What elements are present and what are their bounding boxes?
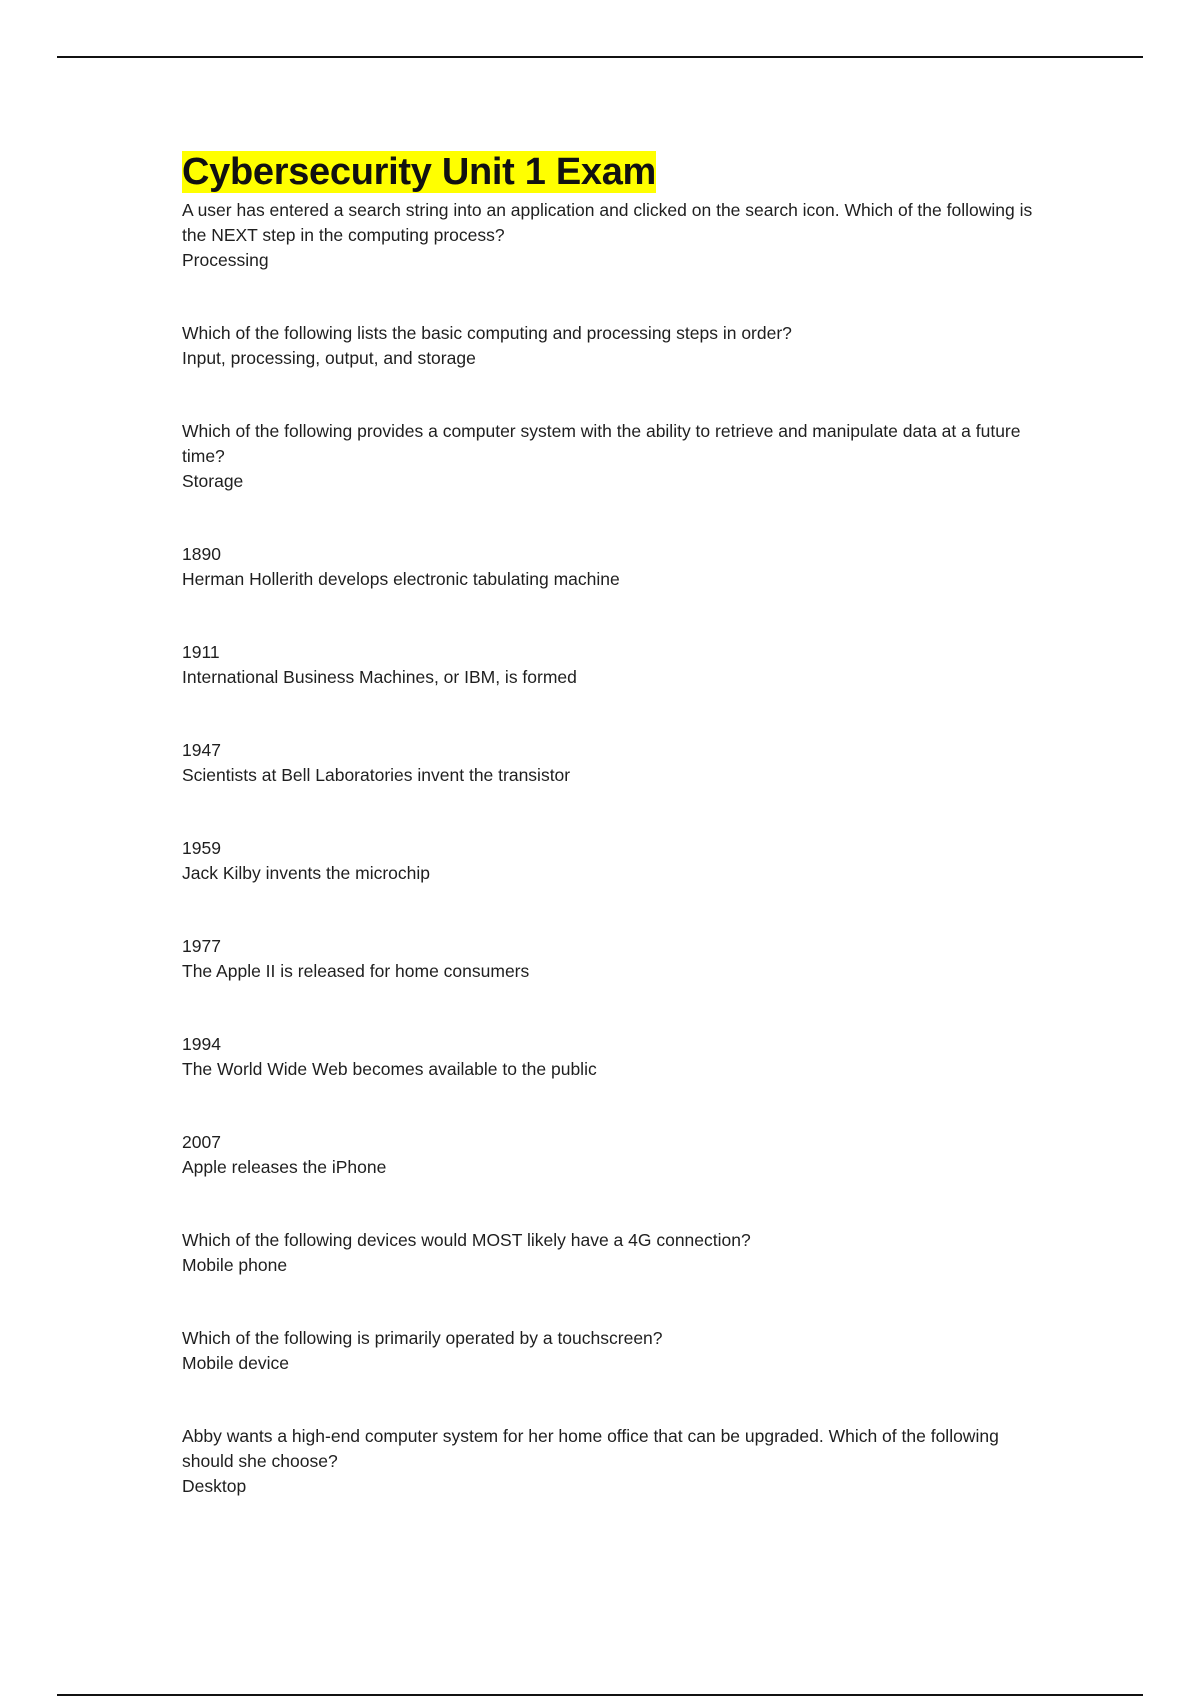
question-text: Which of the following lists the basic computing and processing steps in order? bbox=[182, 323, 792, 343]
event-text: Scientists at Bell Laboratories invent the transistor bbox=[182, 765, 571, 785]
year-text: 1890 bbox=[182, 544, 221, 564]
question-text: A user has entered a search string into an application and clicked on the search icon. Which of the following is the NEXT step in the computing process? bbox=[182, 200, 1033, 245]
answer-text: Mobile device bbox=[182, 1353, 289, 1373]
year-text: 1947 bbox=[182, 740, 221, 760]
qa-item-12 bbox=[182, 1326, 1042, 1376]
qa-item-8 bbox=[182, 934, 1042, 984]
qa-item-6 bbox=[182, 738, 1042, 788]
answer-text: Mobile phone bbox=[182, 1255, 288, 1275]
answer-text: Processing bbox=[182, 250, 269, 270]
event-text: The Apple II is released for home consumers bbox=[182, 961, 530, 981]
event-text: Jack Kilby invents the microchip bbox=[182, 863, 431, 883]
year-text: 1994 bbox=[182, 1034, 221, 1054]
year-text: 1959 bbox=[182, 838, 221, 858]
answer-text: Input, processing, output, and storage bbox=[182, 348, 476, 368]
qa-item-5 bbox=[182, 640, 1042, 690]
top-rule bbox=[57, 56, 1143, 58]
qa-item-11 bbox=[182, 1228, 1042, 1278]
question-text: Abby wants a high-end computer system for her home office that can be upgraded. Which of the following should she choose? bbox=[182, 1426, 999, 1471]
question-text: Which of the following provides a computer system with the ability to retrieve and manipulate data at a future time? bbox=[182, 421, 1021, 466]
question-text: Which of the following devices would MOST likely have a 4G connection? bbox=[182, 1230, 751, 1250]
qa-item-3 bbox=[182, 419, 1042, 494]
event-text: International Business Machines, or IBM, is formed bbox=[182, 667, 577, 687]
document-title bbox=[182, 146, 658, 198]
bottom-rule bbox=[57, 1694, 1143, 1696]
year-text: 1977 bbox=[182, 936, 221, 956]
answer-text: Desktop bbox=[182, 1476, 247, 1496]
qa-item-10 bbox=[182, 1130, 1042, 1180]
qa-item-13 bbox=[182, 1424, 1042, 1499]
answer-text: Storage bbox=[182, 471, 244, 491]
event-text: Apple releases the iPhone bbox=[182, 1157, 387, 1177]
qa-item-2 bbox=[182, 321, 1042, 371]
qa-item-1 bbox=[182, 198, 1042, 273]
event-text: Herman Hollerith develops electronic tabulating machine bbox=[182, 569, 620, 589]
year-text: 1911 bbox=[182, 642, 220, 662]
event-text: The World Wide Web becomes available to the public bbox=[182, 1059, 597, 1079]
qa-item-9 bbox=[182, 1032, 1042, 1082]
qa-item-4 bbox=[182, 542, 1042, 592]
title-highlight: Cybersecurity Unit 1 Exam bbox=[182, 151, 657, 193]
question-text: Which of the following is primarily operated by a touchscreen? bbox=[182, 1328, 663, 1348]
document-body bbox=[182, 146, 1042, 1499]
year-text: 2007 bbox=[182, 1132, 221, 1152]
qa-item-7 bbox=[182, 836, 1042, 886]
